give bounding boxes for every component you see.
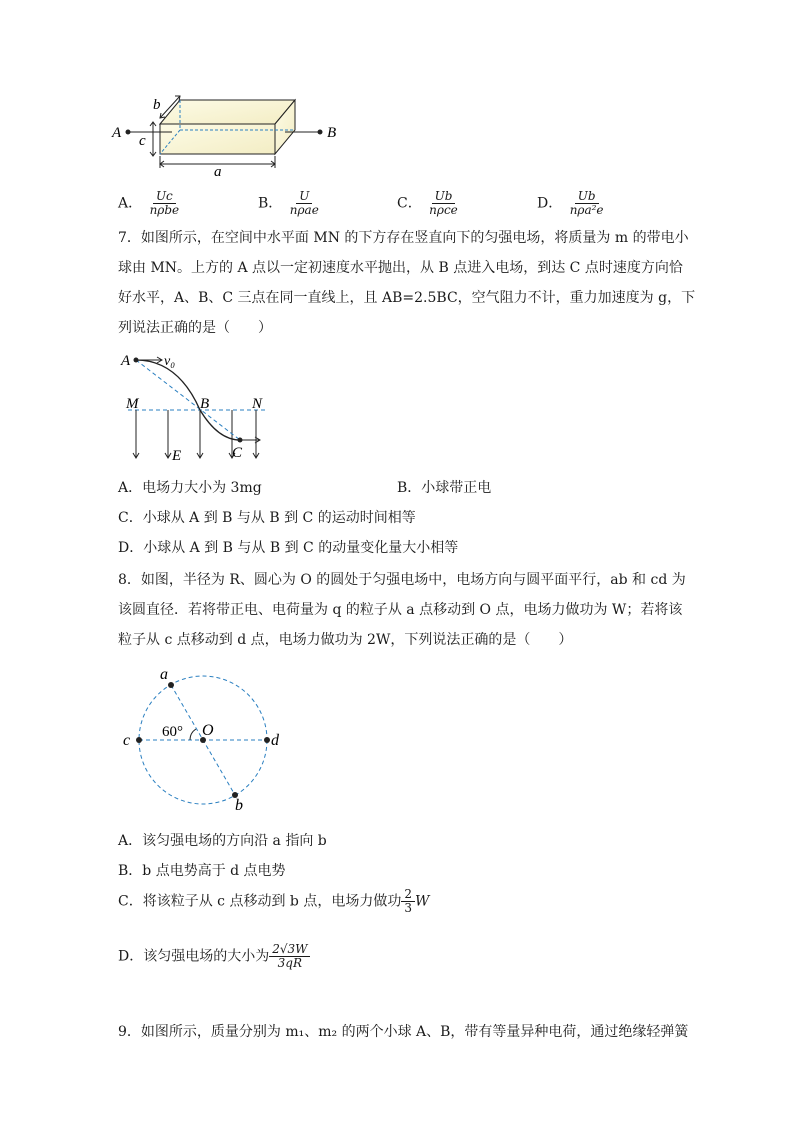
fraction-denominator: nρa²e [569,203,604,217]
block-label-B: B [327,125,337,141]
block-label-a: a [214,164,222,180]
label-d: d [271,732,279,749]
q8-option-a[interactable]: A．该匀强电场的方向沿 a 指向 b [118,833,327,849]
block-label-c: c [139,133,146,149]
q8-figure [118,660,298,810]
block-label-b: b [153,97,161,113]
option-text: C．将该粒子从 c 点移动到 b 点，电场力做功 [118,893,402,910]
q7-option-d[interactable]: D．小球从 A 到 B 与从 B 到 C 的动量变化量大小相等 [118,540,459,556]
q8-option-c[interactable] [118,888,429,915]
q8-line-1: 8．如图，半径为 R、圆心为 O 的圆处于匀强电场中，电场方向与圆平面平行，ab 和 cd 为 [118,572,686,588]
q7-option-a[interactable]: A．电场力大小为 3mg [118,480,262,496]
q7-line-4: 列说法正确的是（ ） [118,320,272,336]
label-b: b [235,797,243,810]
fraction-numerator: 2 [401,888,415,902]
label-N: N [252,396,263,412]
fraction-numerator: Ub [432,190,456,204]
q7-option-b[interactable]: B．小球带正电 [397,480,492,496]
fraction-numerator: 2√3W [269,943,310,957]
block-figure [110,92,350,182]
label-angle: 60° [162,724,183,740]
q7-line-1: 7．如图所示，在空间中水平面 MN 的下方存在竖直向下的匀强电场，将质量为 m 的带电小 [118,230,689,246]
option-letter: C． [397,195,422,212]
q7-figure [118,348,278,468]
option-letter: A． [118,195,143,212]
q7-line-3: 好水平，A、B、C 三点在同一直线上，且 AB=2.5BC，空气阻力不计，重力加速度为 g，下 [118,290,696,306]
q7-line-2: 球由 MN。上方的 A 点以一定初速度水平抛出，从 B 点进入电场，到达 C 点时速度方向恰 [118,260,683,276]
q6-option-a[interactable] [118,190,182,217]
q7-option-c[interactable]: C．小球从 A 到 B 与从 B 到 C 的运动时间相等 [118,510,416,526]
q9-line-1: 9．如图所示，质量分别为 m₁、m₂ 的两个小球 A、B，带有等量异种电荷，通过绝缘轻弹簧 [118,1024,689,1040]
block-front-face [160,124,275,154]
q6-option-c[interactable] [397,190,461,217]
fraction-denominator: 3qR [277,956,303,970]
label-c: c [123,732,131,749]
q8-option-d[interactable] [118,943,310,970]
option-letter: B． [258,195,283,212]
fraction-denominator: 3 [404,901,412,915]
q8-line-2: 该圆直径．若将带正电、电荷量为 q 的粒子从 a 点移动到 O 点，电场力做功为 W；若将该 [118,602,683,618]
option-text-w: W [414,893,430,910]
fraction-denominator: nρce [429,203,458,217]
option-letter: D． [537,195,563,212]
block-label-A: A [112,125,122,141]
fraction-denominator: nρae [289,203,319,217]
option-text: D．该匀强电场的大小为 [118,948,270,965]
label-B: B [200,396,210,412]
q8-option-b[interactable]: B．b 点电势高于 d 点电势 [118,863,286,879]
q6-option-d[interactable] [537,190,607,217]
fraction-numerator: Uc [153,190,176,204]
fraction-numerator: U [296,190,312,204]
label-E: E [172,448,182,464]
label-v0: v₀ [164,354,176,369]
q8-line-3: 粒子从 c 点移动到 d 点，电场力做功为 2W，下列说法正确的是（ ） [118,632,573,648]
label-O: O [202,722,214,739]
label-a: a [160,666,168,683]
fraction-numerator: Ub [575,190,599,204]
q6-option-b[interactable] [258,190,322,217]
label-M: M [126,396,139,412]
label-A: A [121,353,131,369]
fraction-denominator: nρbe [149,203,180,217]
label-C: C [232,445,243,461]
